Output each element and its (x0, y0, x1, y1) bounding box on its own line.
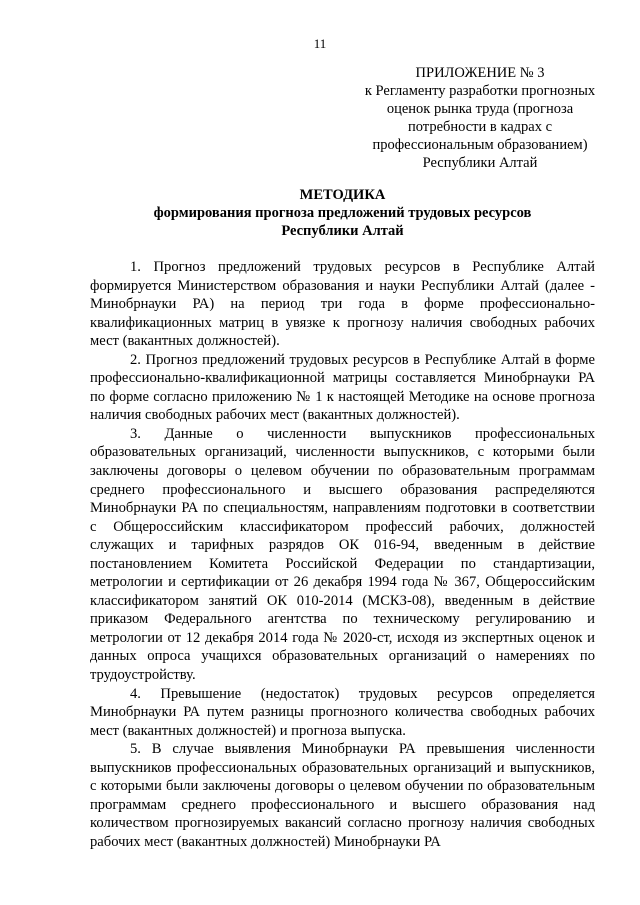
paragraph-5: 5. В случае выявления Минобрнауки РА превышения численности выпускников профессиональных образовательных организаций и выпускников, с которыми были заключены договоры о целевом обучении по образовательным программам среднего профессионального и высшего образования над количеством прогнозируемых вакансий согласно прогнозу наличия свободных рабочих мест (вакантных должностей) Минобрнауки РА (90, 741, 595, 850)
page-number: 11 (313, 36, 327, 51)
appendix-line: потребности в кадрах с (407, 119, 553, 135)
paragraph-2: 2. Прогноз предложений трудовых ресурсов в Республике Алтай в форме профессионально-квалификационной матрицы составляется Минобрнауки РА по форме согласно приложению № 1 к настоящей Методике на основе прогноза наличия свободных рабочих мест (вакантных должностей). (90, 351, 595, 424)
document-title (90, 186, 595, 240)
paragraph-3: 3. Данные о численности выпускников профессиональных образовательных организаций, численности выпускников, с которыми были заключены договоры о целевом обучении по образовательным программам среднего профессионального и высшего образования распределяются Минобрнауки РА по специальностям, направлениям подготовки в соответствии с Общероссийским классификатором профессий рабочих, должностей служащих и тарифных разрядов ОК 016-94, введенным в действие постановлением Комитета Российской Федерации по стандартизации, метрологии и сертификации от 26 декабря 1994 года № 367, Общероссийским классификатором занятий ОК 010-2014 (МСКЗ-08), введенным в действие приказом Федерального агентства по техническому регулированию и метрологии от 12 декабря 2014 года № 2020-ст, исходя из экспертных оценок и данных опроса учащихся образовательных организаций о намерениях по трудоустройству. (90, 425, 595, 684)
document-body (90, 258, 595, 852)
title-heading: МЕТОДИКА (299, 187, 386, 203)
appendix-header (355, 64, 605, 172)
paragraph-4: 4. Превышение (недостаток) трудовых ресурсов определяется Минобрнауки РА путем разницы прогнозного количества свободных рабочих мест (вакантных должностей) и прогноза выпуска. (90, 685, 595, 739)
title-subtitle: Республики Алтай (281, 223, 404, 239)
appendix-line: профессиональным образованием) (372, 137, 588, 153)
appendix-line: к Регламенту разработки прогнозных (364, 83, 596, 99)
appendix-line: ПРИЛОЖЕНИЕ № 3 (415, 65, 545, 81)
appendix-line: Республики Алтай (422, 155, 538, 171)
title-subtitle: формирования прогноза предложений трудовых ресурсов (153, 205, 532, 221)
paragraph-1: 1. Прогноз предложений трудовых ресурсов в Республике Алтай формируется Министерством образования и науки Республики Алтай (далее - Минобрнауки РА) на период три года в форме профессионально-квалификационных матриц в увязке к прогнозу наличия свободных рабочих мест (вакантных должностей). (90, 259, 595, 350)
appendix-line: оценок рынка труда (прогноза (386, 101, 574, 117)
